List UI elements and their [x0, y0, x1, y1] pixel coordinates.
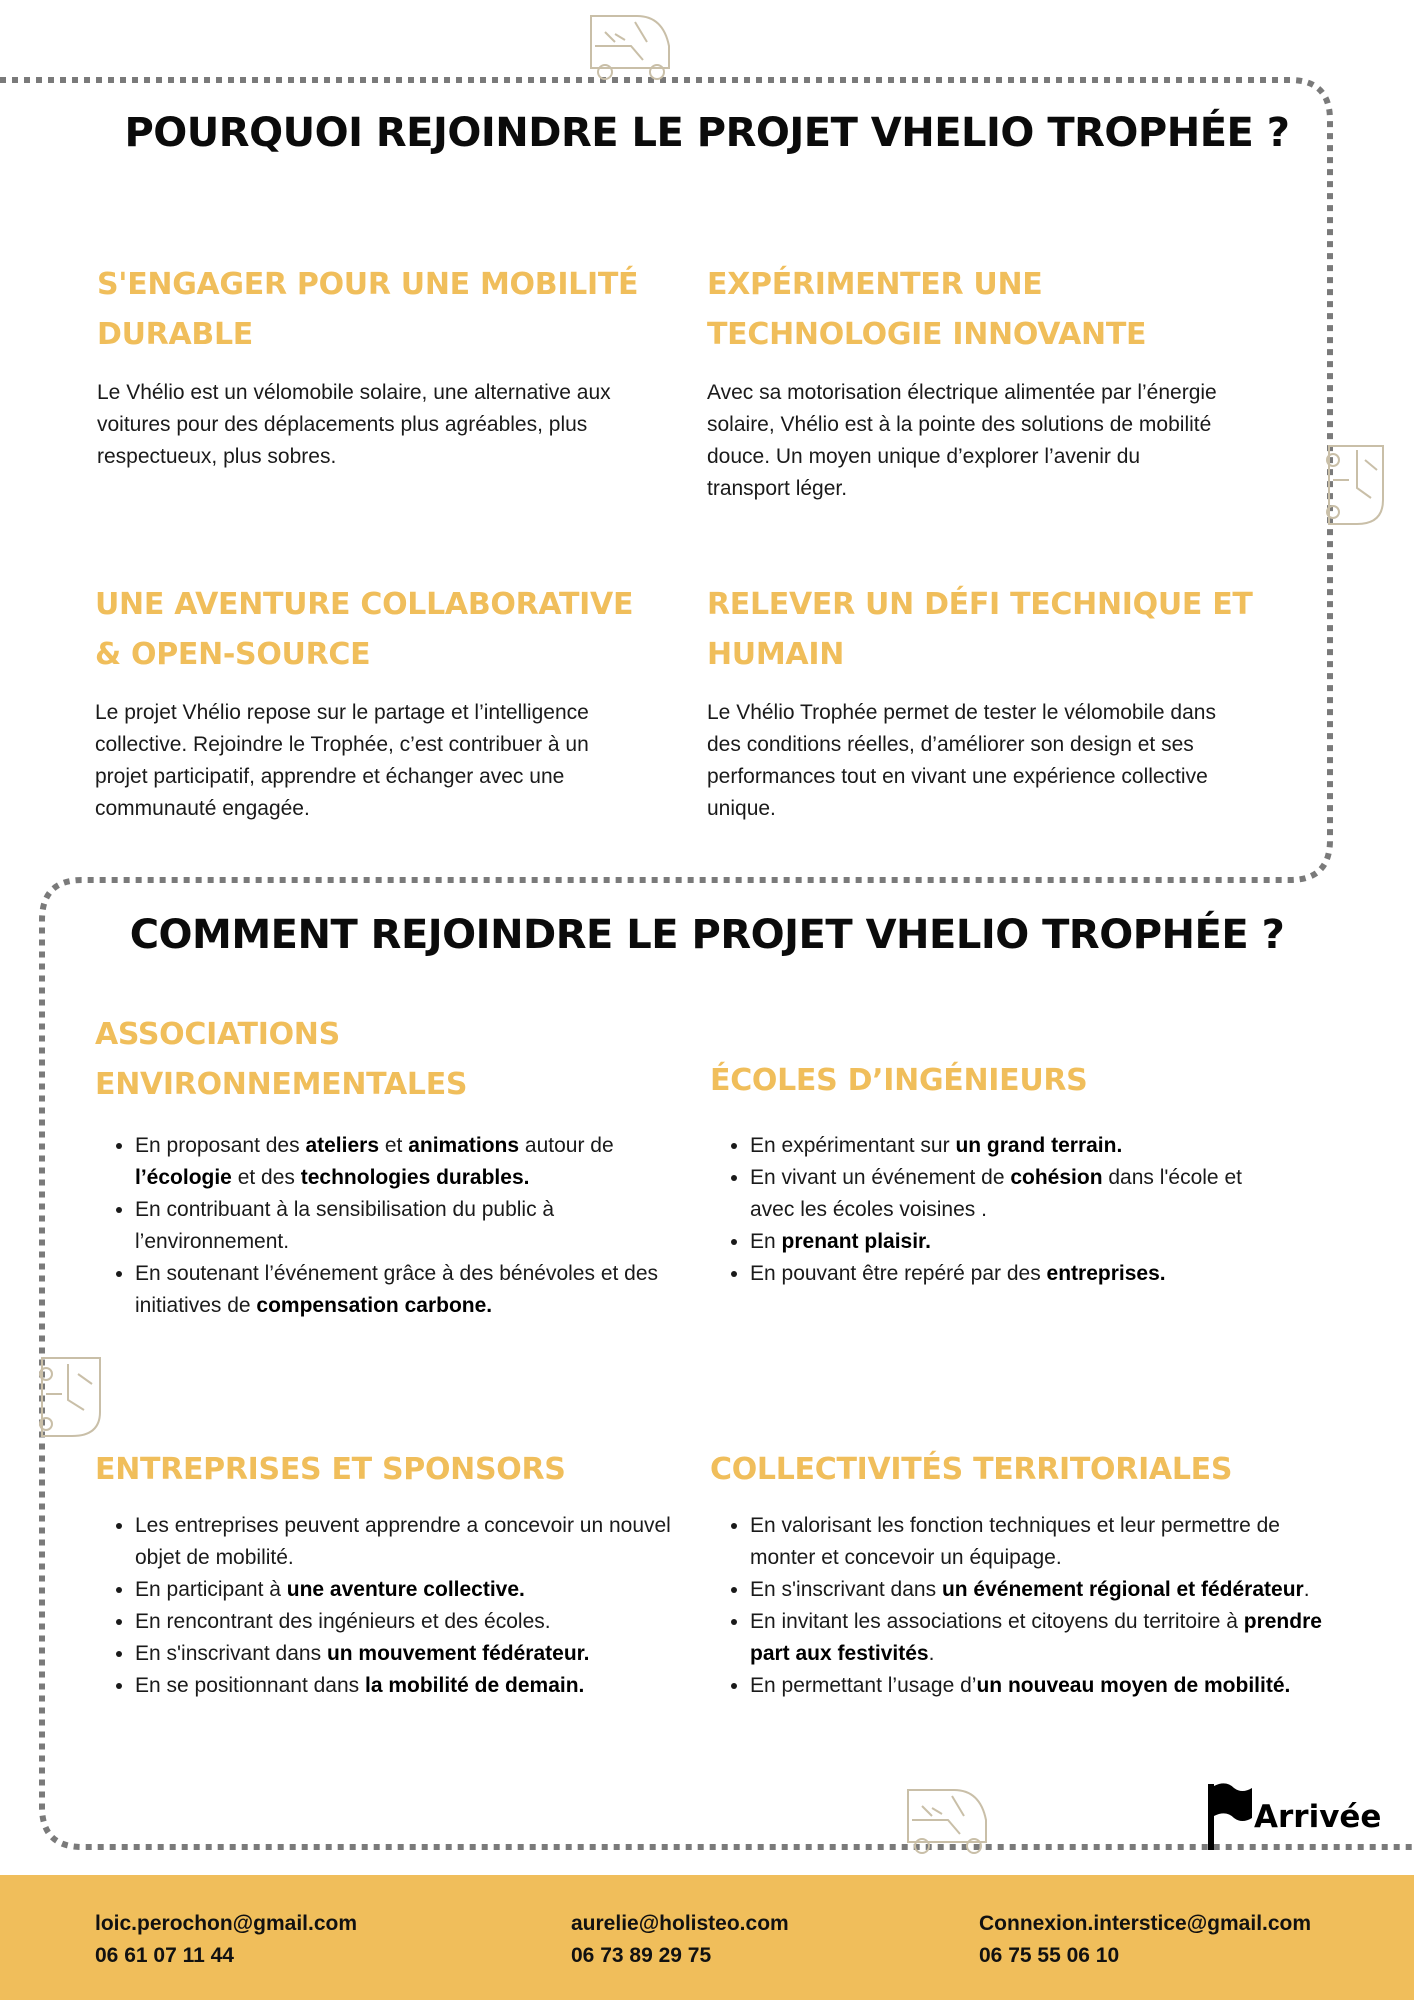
list-item: • En rencontrant des ingénieurs et des écoles. — [135, 1606, 675, 1638]
how-section-title: COMMENT REJOINDRE LE PROJET VHELIO TROPHÉE ? — [129, 912, 1285, 958]
list-item: • En invitant les associations et citoyens du territoire à prendre part aux festivités. — [750, 1606, 1330, 1670]
list-item: • En valorisant les fonction techniques et leur permettre de monter et concevoir un équipage. — [750, 1510, 1330, 1574]
list-item: • En se positionnant dans la mobilité de demain. — [135, 1670, 675, 1702]
how-group-title-associations: ASSOCIATIONS ENVIRONNEMENTALES — [95, 1017, 468, 1102]
why-block-title-challenge: RELEVER UN DÉFI TECHNIQUE ET HUMAIN — [707, 587, 1253, 672]
how-group-list-schools — [710, 1130, 1290, 1290]
list-item: • En s'inscrivant dans un événement régional et fédérateur. — [750, 1574, 1330, 1606]
list-item: • En expérimentant sur un grand terrain. — [750, 1130, 1290, 1162]
finish-label: Arrivée — [1254, 1799, 1382, 1835]
list-item: • En participant à une aventure collective. — [135, 1574, 675, 1606]
contact-2 — [571, 1908, 789, 1972]
why-block-text-challenge: Le Vhélio Trophée permet de tester le vélomobile dans des conditions réelles, d’améliorer son design et ses performances tout en vivant une expérience collective unique. — [707, 701, 1216, 820]
list-item: • En pouvant être repéré par des entreprises. — [750, 1258, 1290, 1290]
list-item: • En soutenant l’événement grâce à des bénévoles et des initiatives de compensation carbone. — [135, 1258, 675, 1322]
velomobile-sketch-bottom — [902, 1786, 998, 1856]
contact-email: Connexion.interstice@gmail.com — [979, 1912, 1312, 1935]
how-group-title-schools: ÉCOLES D’INGÉNIEURS — [710, 1063, 1088, 1098]
why-block-text-technology: Avec sa motorisation électrique alimentée par l’énergie solaire, Vhélio est à la pointe des solutions de mobilité douce. Un moyen unique d’explorer l’avenir du transport léger. — [707, 381, 1217, 500]
contact-1 — [95, 1908, 357, 1972]
contact-phone: 06 61 07 11 44 — [95, 1944, 234, 1967]
list-item: • En vivant un événement de cohésion dans l'école et avec les écoles voisines . — [750, 1162, 1290, 1226]
why-block-text-sustainable: Le Vhélio est un vélomobile solaire, une alternative aux voitures pour des déplacements plus agréables, plus respectueux, plus sobres. — [97, 381, 611, 468]
velomobile-sketch-right — [1325, 440, 1389, 530]
why-block-text-collaborative: Le projet Vhélio repose sur le partage et l’intelligence collective. Rejoindre le Trophée, c’est contribuer à un projet participatif, apprendre et échanger avec une communauté engagée. — [95, 701, 589, 820]
how-group-list-communities — [710, 1510, 1330, 1702]
how-group-list-associations — [95, 1130, 675, 1322]
list-item: • En s'inscrivant dans un mouvement fédérateur. — [135, 1638, 675, 1670]
velomobile-sketch-left — [38, 1352, 106, 1442]
list-item: • En prenant plaisir. — [750, 1226, 1290, 1258]
how-group-title-companies: ENTREPRISES ET SPONSORS — [95, 1452, 566, 1487]
flag-icon — [1204, 1780, 1254, 1852]
list-item: • En contribuant à la sensibilisation du public à l’environnement. — [135, 1194, 675, 1258]
velomobile-sketch-top — [585, 12, 681, 82]
why-block-title-collaborative: UNE AVENTURE COLLABORATIVE & OPEN-SOURCE — [95, 587, 634, 672]
list-item: • Les entreprises peuvent apprendre a concevoir un nouvel objet de mobilité. — [135, 1510, 675, 1574]
contact-phone: 06 73 89 29 75 — [571, 1944, 712, 1967]
why-block-title-sustainable: S'ENGAGER POUR UNE MOBILITÉ DURABLE — [97, 267, 639, 352]
why-block-title-technology: EXPÉRIMENTER UNE TECHNOLOGIE INNOVANTE — [707, 267, 1147, 352]
contact-3 — [979, 1908, 1311, 1972]
list-item: • En permettant l’usage d’un nouveau moyen de mobilité. — [750, 1670, 1330, 1702]
list-item: • En proposant des ateliers et animations autour de l’écologie et des technologies durables. — [135, 1130, 675, 1194]
contact-email: loic.perochon@gmail.com — [95, 1912, 358, 1935]
why-section-title: POURQUOI REJOINDRE LE PROJET VHELIO TROPHÉE ? — [124, 110, 1290, 156]
how-group-title-communities: COLLECTIVITÉS TERRITORIALES — [710, 1452, 1233, 1487]
contact-phone: 06 75 55 06 10 — [979, 1944, 1120, 1967]
contact-footer — [0, 1875, 1414, 2000]
contact-email: aurelie@holisteo.com — [571, 1912, 789, 1935]
how-group-list-companies — [95, 1510, 675, 1702]
